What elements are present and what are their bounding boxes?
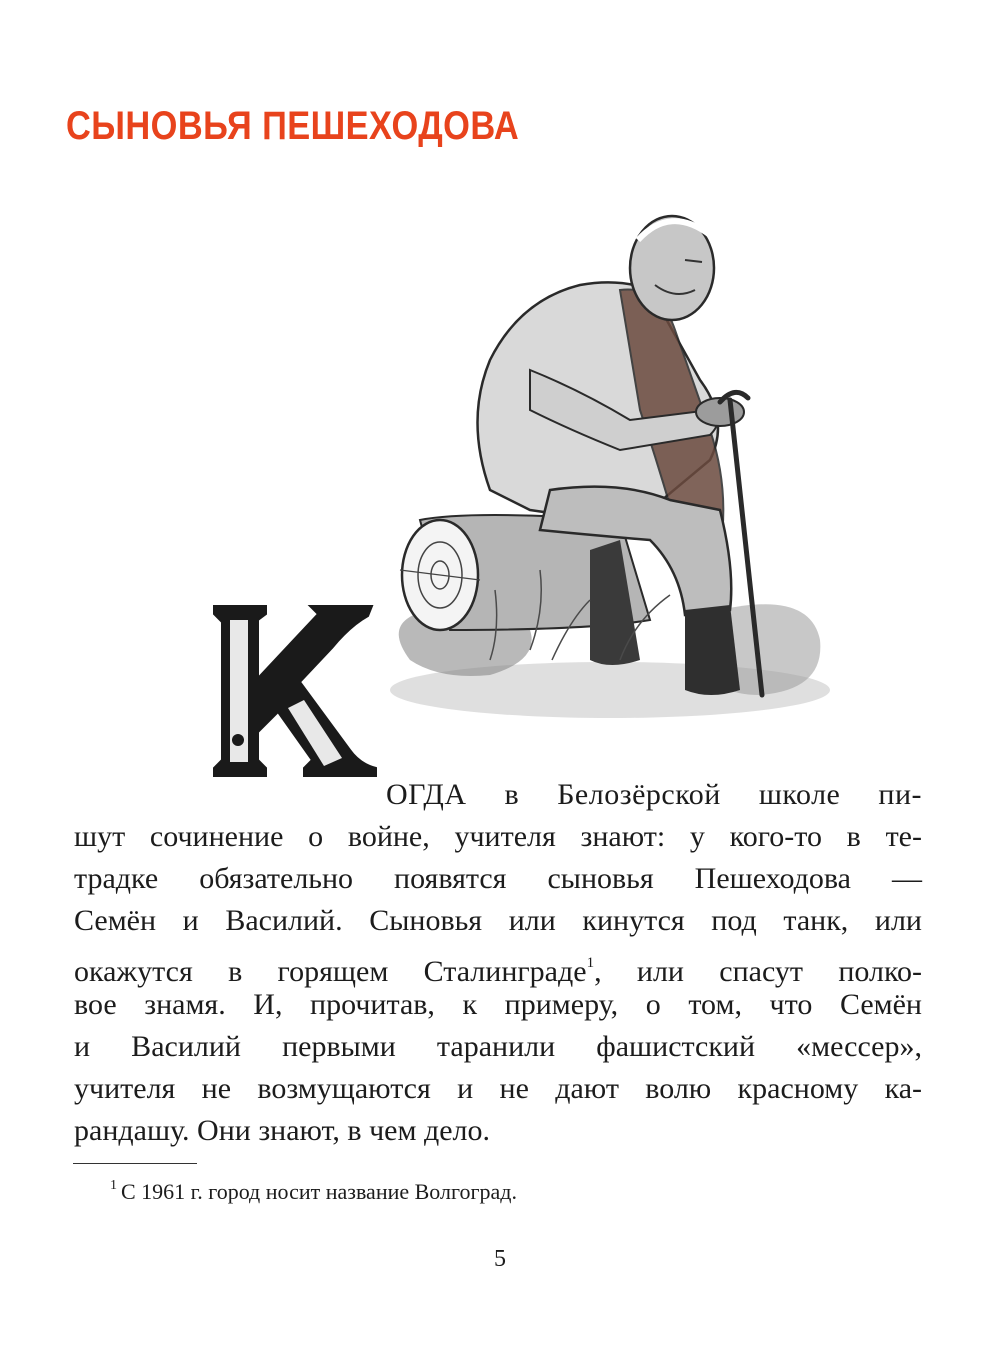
body-line: [74, 774, 922, 816]
chapter-title: СЫНОВЬЯ ПЕШЕХОДОВА: [66, 104, 520, 148]
footnote-text: С 1961 г. город носит название Волгоград.: [121, 1179, 517, 1204]
body-line-part: , или спасут полко-: [594, 955, 922, 988]
ornamental-initial-k: [200, 590, 385, 780]
body-line-part: окажутся в горящем Сталинграде: [74, 955, 587, 988]
chapter-body: [74, 774, 922, 1152]
dropcap-continuation: ОГДА в Белозёрской школе пи-: [386, 778, 922, 811]
footnote: [110, 1178, 517, 1205]
body-line: и Василий первыми таранили фашистский «мессер»,: [74, 1030, 922, 1063]
footnote-mark: 1: [110, 1178, 117, 1193]
body-line-last: рандашу. Они знают, в чем дело.: [74, 1114, 491, 1147]
body-line: вое знамя. И, прочитав, к примеру, о том, что Семён: [74, 988, 922, 1021]
body-line: шут сочинение о войне, учителя знают: у кого-то в те-: [74, 820, 922, 853]
body-line: [74, 942, 922, 988]
body-line: традке обязательно появятся сыновья Пешеходова —: [74, 862, 922, 895]
page-number: 5: [494, 1246, 506, 1272]
body-line: учителя не возмущаются и не дают волю красному ка-: [74, 1072, 922, 1105]
body-line: Семён и Василий. Сыновья или кинутся под танк, или: [74, 904, 922, 937]
footnote-reference[interactable]: 1: [586, 955, 595, 971]
footnote-divider: [73, 1163, 197, 1164]
